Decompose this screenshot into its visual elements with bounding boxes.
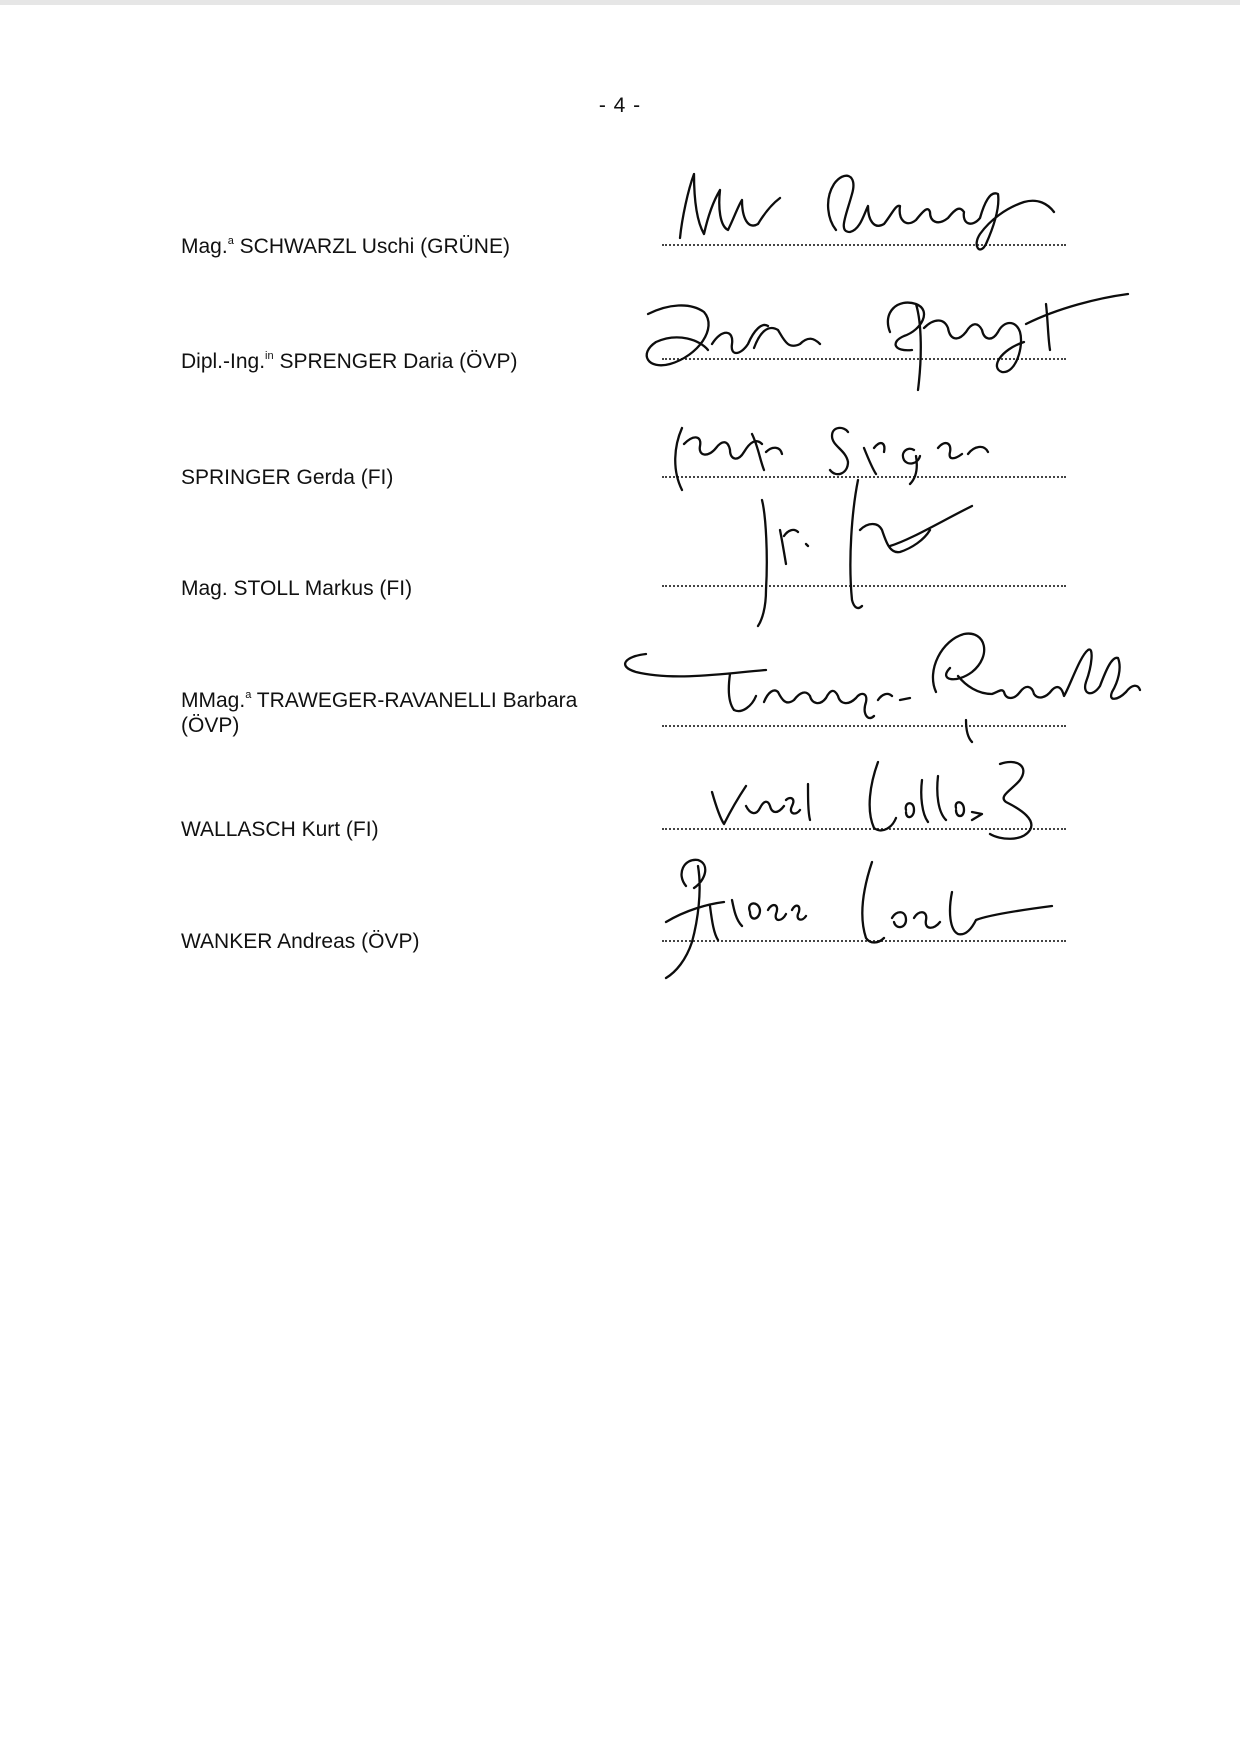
signature-stoll (740, 460, 1000, 630)
signer-full-name: SCHWARZL Uschi (GRÜNE) (239, 235, 510, 258)
academic-title: Mag. (181, 235, 228, 258)
signer-full-name: SPRENGER Daria (ÖVP) (279, 350, 518, 373)
academic-title: MMag. (181, 689, 246, 712)
page-top-edge (0, 0, 1240, 5)
signature-wanker (652, 840, 1072, 980)
title-suffix: a (245, 689, 252, 701)
page-number: - 4 - (598, 94, 642, 117)
signature-sprenger (628, 278, 1128, 398)
title-suffix: a (227, 235, 234, 247)
signature-schwarzl (668, 160, 1068, 260)
signer-name-springer (181, 460, 631, 490)
signer-name-sprenger (181, 344, 631, 374)
signature-traweger-ravanelli (606, 626, 1186, 756)
signature-wallasch (700, 740, 1100, 850)
signer-name-stoll (181, 571, 631, 601)
signer-name-wallasch (181, 812, 631, 842)
academic-title: Dipl.-Ing. (181, 350, 266, 373)
signer-full-name: TRAWEGER-RAVANELLI Barbara (ÖVP) (181, 689, 578, 737)
signer-full-name: WANKER Andreas (ÖVP) (181, 930, 420, 953)
academic-title: Mag. (181, 577, 228, 600)
signer-full-name: STOLL Markus (FI) (233, 577, 413, 600)
signer-name-wanker (181, 924, 631, 954)
title-suffix: in (265, 350, 274, 362)
signer-name-traweger-ravanelli (181, 683, 631, 738)
signer-full-name: WALLASCH Kurt (FI) (181, 818, 379, 841)
signer-name-schwarzl (181, 229, 631, 259)
signer-full-name: SPRINGER Gerda (FI) (181, 466, 394, 489)
